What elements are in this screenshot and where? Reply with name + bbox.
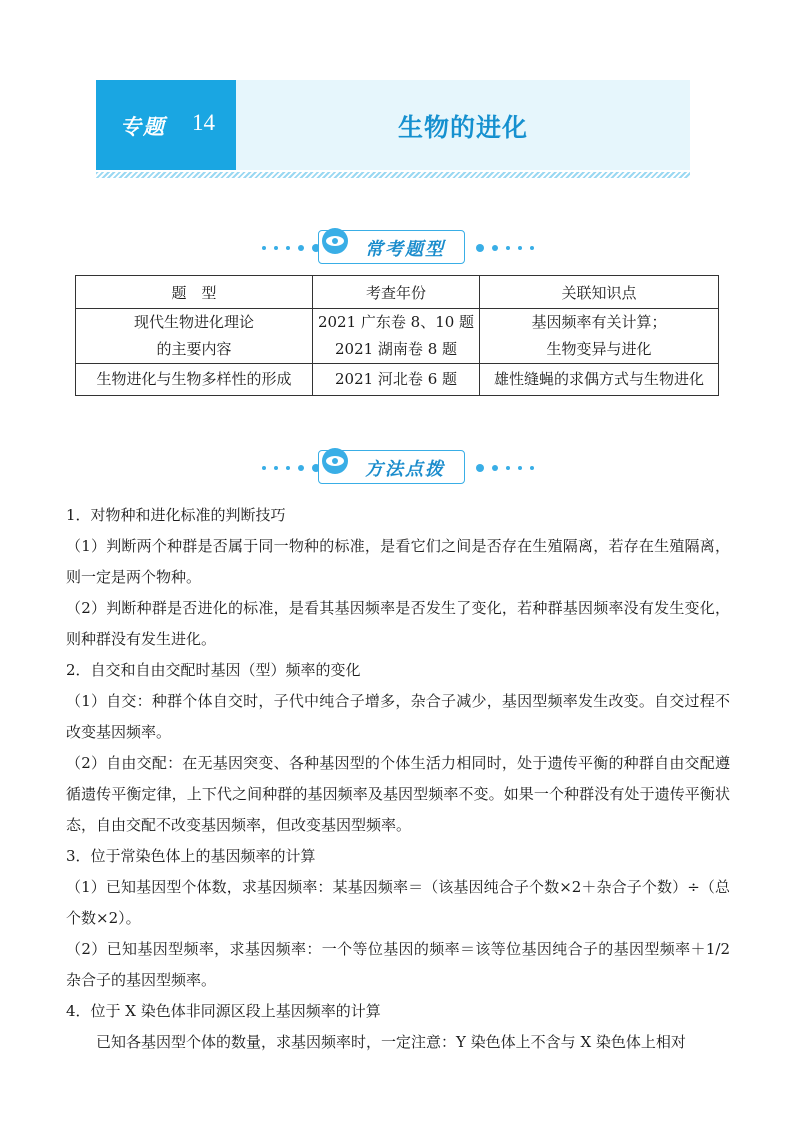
table-row	[76, 309, 719, 364]
section-header-method-tips	[0, 448, 794, 488]
heading-2: 2．自交和自由交配时基因（型）频率的变化	[66, 661, 361, 679]
table-header-cell: 题 型	[76, 276, 313, 309]
topic-number: 14	[192, 110, 215, 135]
cell-line: 现代生物进化理论	[133, 313, 254, 331]
banner-topic-block	[96, 80, 236, 170]
table-header-cell: 关联知识点	[480, 276, 719, 309]
paragraph: （1）已知基因型个体数，求基因频率：某基因频率＝（该基因纯合子个数×2＋杂合子个数）÷（总个数×2）。	[66, 878, 730, 927]
paragraph: （2）已知基因型频率，求基因频率：一个等位基因的频率＝该等位基因纯合子的基因型频率＋1/2 杂合子的基因型频率。	[66, 940, 730, 989]
section-title: 方法点拨	[365, 459, 445, 480]
paragraph: （1）自交：种群个体自交时，子代中纯合子增多，杂合子减少，基因型频率发生改变。自交过程不改变基因频率。	[66, 692, 730, 741]
paragraph: 已知各基因型个体的数量，求基因频率时，一定注意：Y 染色体上不含与 X 染色体上相对	[96, 1033, 686, 1051]
cell-line: 2021 广东卷 8、10 题	[317, 313, 475, 331]
paragraph: （2）判断种群是否进化的标准，是看其基因频率是否发生了变化，若种群基因频率没有发生变化，则种群没有发生进化。	[66, 599, 730, 648]
section-title: 常考题型	[365, 239, 445, 260]
topic-tag: 专题	[120, 114, 166, 139]
cell-line: 基因频率有关计算；	[531, 313, 667, 331]
method-content	[66, 500, 730, 1058]
cell-line: 雄性缝蝇的求偶方式与生物进化	[493, 370, 704, 388]
cell-line: 的主要内容	[156, 340, 232, 358]
eye-icon	[322, 448, 348, 474]
heading-1: 1．对物种和进化标准的判断技巧	[66, 506, 286, 524]
heading-4: 4．位于 X 染色体非同源区段上基因频率的计算	[66, 1002, 381, 1020]
table-cell-point	[480, 364, 719, 396]
table-cell-point	[480, 309, 719, 364]
decor-dots-right	[476, 244, 534, 252]
decor-dots-right	[476, 464, 534, 472]
cell-line: 2021 河北卷 6 题	[334, 370, 458, 388]
table-cell-type	[76, 364, 313, 396]
cell-line: 2021 湖南卷 8 题	[334, 340, 458, 358]
table-header-row	[76, 276, 719, 309]
page-title: 生物的进化	[397, 113, 528, 142]
banner-stripe	[96, 172, 690, 178]
table-cell-year	[313, 309, 480, 364]
table-cell-type	[76, 309, 313, 364]
table-row	[76, 364, 719, 396]
table-cell-year	[313, 364, 480, 396]
eye-icon	[322, 228, 348, 254]
heading-3: 3．位于常染色体上的基因频率的计算	[66, 847, 316, 865]
table-header-cell: 考查年份	[313, 276, 480, 309]
decor-dots-left	[262, 244, 320, 252]
section-header-common-types	[0, 228, 794, 268]
decor-dots-left	[262, 464, 320, 472]
cell-line: 生物变异与进化	[546, 340, 652, 358]
cell-line: 生物进化与生物多样性的形成	[96, 370, 292, 388]
title-banner	[96, 80, 690, 170]
paragraph: （1）判断两个种群是否属于同一物种的标准，是看它们之间是否存在生殖隔离，若存在生殖隔离，则一定是两个物种。	[66, 537, 730, 586]
paragraph: （2）自由交配：在无基因突变、各种基因型的个体生活力相同时，处于遗传平衡的种群自由交配遵循遗传平衡定律，上下代之间种群的基因频率及基因型频率不变。如果一个种群没有处于遗传平衡状态，自由交配不改变基因频率，但改变基因型频率。	[66, 754, 730, 834]
question-type-table	[75, 275, 719, 396]
